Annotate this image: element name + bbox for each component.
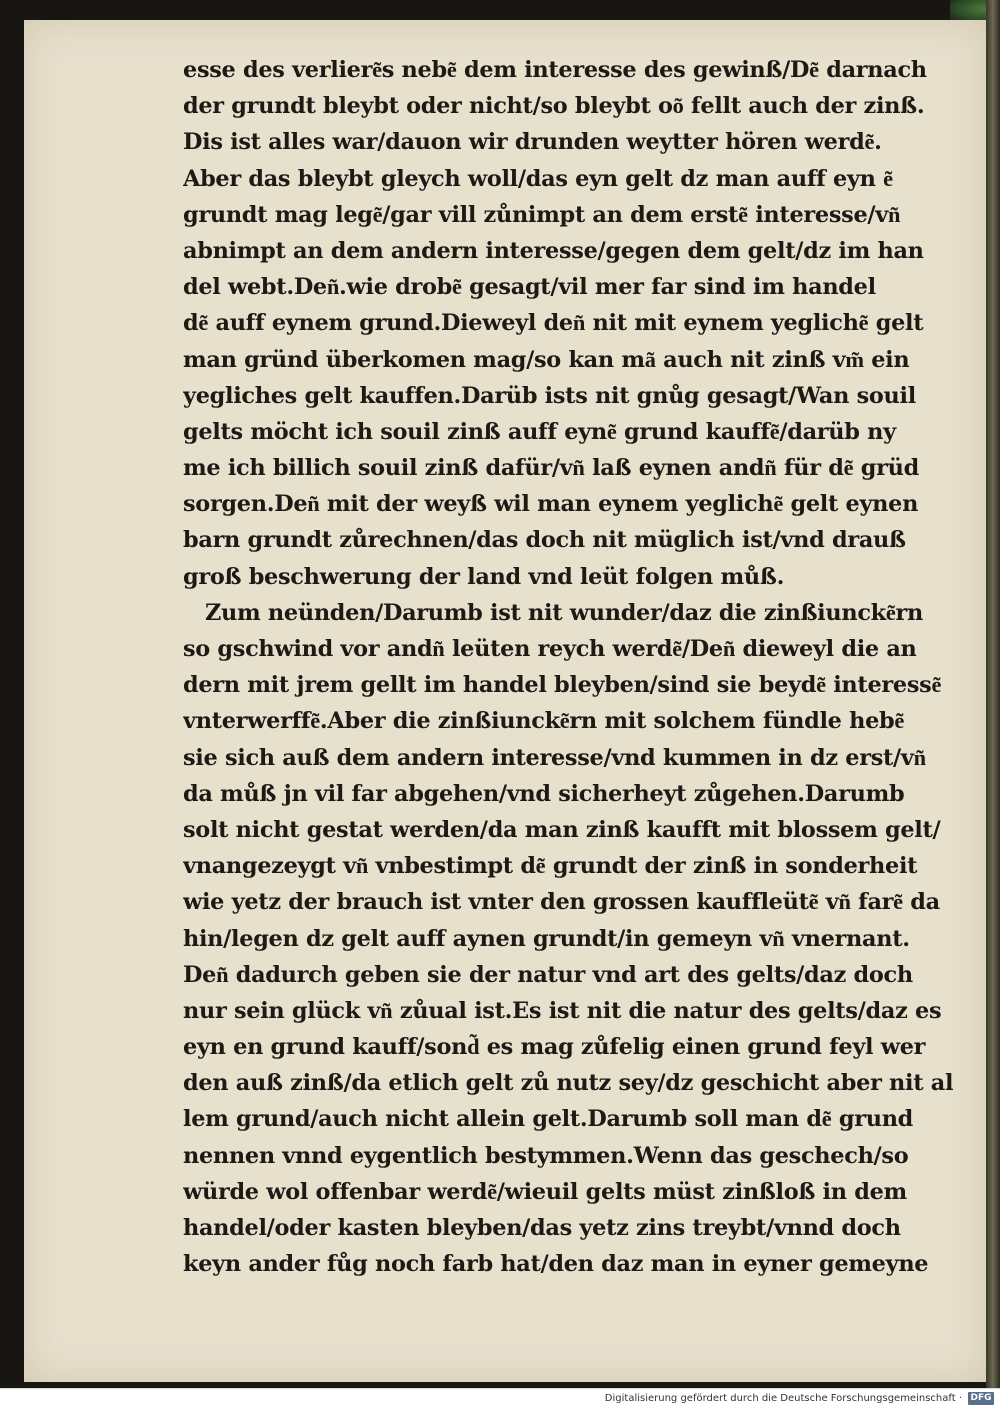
text-line: so gschwind vor andn͂ leüten reych werde͂/Den͂ dieweyl die an — [183, 636, 917, 662]
text-line: del webt.Den͂.wie drobe͂ gesagt/vil mer far sind im handel — [183, 274, 876, 301]
text-line: wie yetz der brauch ist vnter den grossen kauffleüte͂ vn͂ fare͂ da — [183, 889, 940, 916]
footer-bar — [0, 1388, 1000, 1410]
text-line: der grundt bleybt oder nicht/so bleybt oo͂ fellt auch der zinß. — [183, 93, 925, 120]
text-line: Dis ist alles war/dauon wir drunden weytter hören werde͂. — [183, 129, 882, 156]
text-line: vnterwerffe͂.Aber die zinßiuncke͂rn mit solchem fündle hebe͂ — [183, 708, 905, 735]
text-line: yegliches gelt kauffen.Darüb ists nit gnůg gesagt/Wan souil — [183, 382, 916, 409]
text-line: nennen vnnd eygentlich bestymmen.Wenn das geschech/so — [183, 1142, 909, 1169]
text-line: Den͂ dadurch geben sie der natur vnd art des gelts/daz doch — [183, 961, 913, 988]
text-line: gelts möcht ich souil zinß auff eyne͂ grund kauffe͂/darüb ny — [183, 418, 896, 445]
text-line: de͂ auff eynem grund.Dieweyl den͂ nit mit eynem yegliche͂ gelt — [183, 310, 924, 337]
book-edge — [986, 0, 1000, 1388]
text-line: nur sein glück vn͂ zůual ist.Es ist nit die natur des gelts/daz es — [183, 997, 942, 1024]
dfg-logo: DFG — [968, 1392, 994, 1405]
text-line: abnimpt an dem andern interesse/gegen dem gelt/dz im han — [183, 237, 924, 264]
text-line: dern mit jrem gellt im handel bleyben/sind sie beyde͂ interesse͂ — [183, 672, 942, 699]
text-line: würde wol offenbar werde͂/wieuil gelts müst zinßloß in dem — [183, 1178, 907, 1205]
text-line: keyn ander fůg noch farb hat/den daz man in eyner gemeyne — [183, 1251, 929, 1278]
text-line: groß beschwerung der land vnd leüt folgen můß. — [183, 563, 785, 590]
text-line: handel/oder kasten bleyben/das yetz zins treybt/vnnd doch — [183, 1215, 901, 1241]
text-line: hin/legen dz gelt auff aynen grundt/in gemeyn vn͂ vnernant. — [183, 925, 910, 952]
text-line: sorgen.Den͂ mit der weyß wil man eynem yegliche͂ gelt eynen — [183, 491, 919, 518]
page-text — [183, 52, 973, 1282]
text-line: grundt mag lege͂/gar vill zůnimpt an dem erste͂ interesse/vn͂ — [183, 201, 901, 228]
text-line: esse des verliere͂s nebe͂ dem interesse des gewinß/De͂ darnach — [183, 57, 927, 83]
funding-credit: Digitalisierung gefördert durch die Deutsche Forschungsgemeinschaft · — [604, 1393, 962, 1404]
text-line: Zum neünden/Darumb ist nit wunder/daz die zinßiuncke͂rn — [205, 599, 923, 626]
text-line: lem grund/auch nicht allein gelt.Darumb soll man de͂ grund — [183, 1106, 914, 1133]
text-line: me ich billich souil zinß dafür/vn͂ laß eynen andn͂ für de͂ grüd — [183, 455, 919, 482]
text-line: solt nicht gestat werden/da man zinß kaufft mit blossem gelt/ — [183, 816, 941, 843]
text-line: eyn en grund kauff/sond͂ es mag zůfelig einen grund feyl wer — [183, 1034, 926, 1061]
text-line: vnangezeygt vn͂ vnbestimpt de͂ grundt der zinß in sonderheit — [183, 853, 918, 880]
text-line: den auß zinß/da etlich gelt zů nutz sey/dz geschicht aber nit al — [183, 1070, 954, 1097]
text-line: Aber das bleybt gleych woll/das eyn gelt dz man auff eyn e͂ — [183, 165, 893, 192]
text-line: sie sich auß dem andern interesse/vnd kummen in dz erst/vn͂ — [183, 744, 926, 771]
text-line: da můß jn vil far abgehen/vnd sicherheyt zůgehen.Darumb — [183, 780, 905, 807]
text-line: barn grundt zůrechnen/das doch nit müglich ist/vnd drauß — [183, 527, 906, 554]
text-line: man gründ überkomen mag/so kan ma͂ auch nit zinß vm͂ ein — [183, 346, 910, 373]
